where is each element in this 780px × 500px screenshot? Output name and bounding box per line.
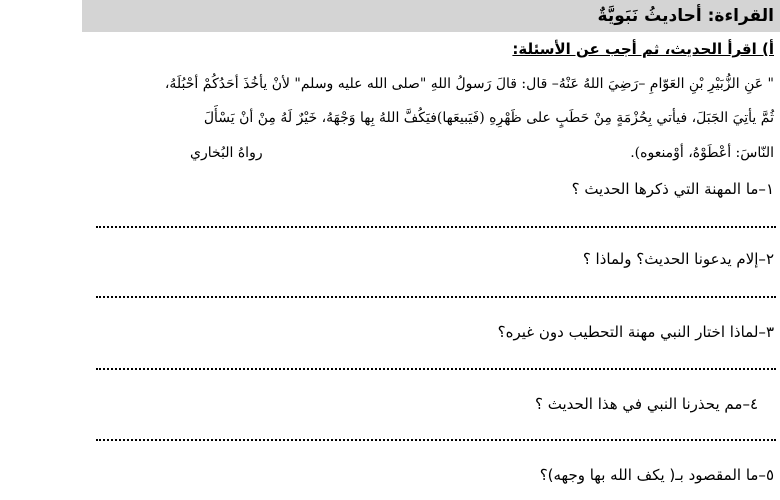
lesson-title: القراءة: أحاديثُ نَبَويَّةٌ xyxy=(597,6,774,26)
question-2: ٢–إلام يدعونا الحديث؟ ولماذا ؟ xyxy=(582,250,774,268)
question-4: ٤–مم يحذرنا النبي في هذا الحديث ؟ xyxy=(535,395,758,413)
answer-line-2[interactable] xyxy=(96,296,776,298)
hadith-line-2: ثُمَّ يأتِيَ الجَبَلَ، فيأتي بِحُزْمَةٍ مِنْ حَطَبٍ على ظَهْرِهِ (فَيَبيعَها)فيَكُفَّ اللهُ بِها وَجْهَهُ، خَيْرٌ لَهُ مِنْ أنْ يَسْأَلَ xyxy=(203,110,774,126)
hadith-narrator: رواهُ البُخاري xyxy=(190,145,263,161)
question-5: ٥–ما المقصود بـ( يكف الله بها وجهه)؟ xyxy=(539,466,774,484)
hadith-line-3: النّاسَ: أعْطَوْهُ، أوْمنعوه). xyxy=(630,145,774,161)
lesson-header xyxy=(82,0,780,32)
hadith-line-1: " عَنِ الزُّبَيْرِ بْنِ العَوّامِ –رَضِيَ اللهُ عَنْهُ– قال: قالَ رَسولُ اللهِ "صلى الله عليه وسلم" لأنْ يأخُذَ أحَدُكُمْ أحْبُلَهُ، xyxy=(164,76,774,92)
answer-line-4[interactable] xyxy=(96,439,776,441)
question-1: ١–ما المهنة التي ذكرها الحديث ؟ xyxy=(571,180,774,198)
answer-line-1[interactable] xyxy=(96,226,776,228)
answer-line-3[interactable] xyxy=(96,368,776,370)
question-3: ٣–لماذا اختار النبي مهنة التحطيب دون غيره؟ xyxy=(497,323,774,341)
instruction-text: أ) اقرأ الحديث، ثم أجب عن الأسئلة: xyxy=(512,40,774,58)
